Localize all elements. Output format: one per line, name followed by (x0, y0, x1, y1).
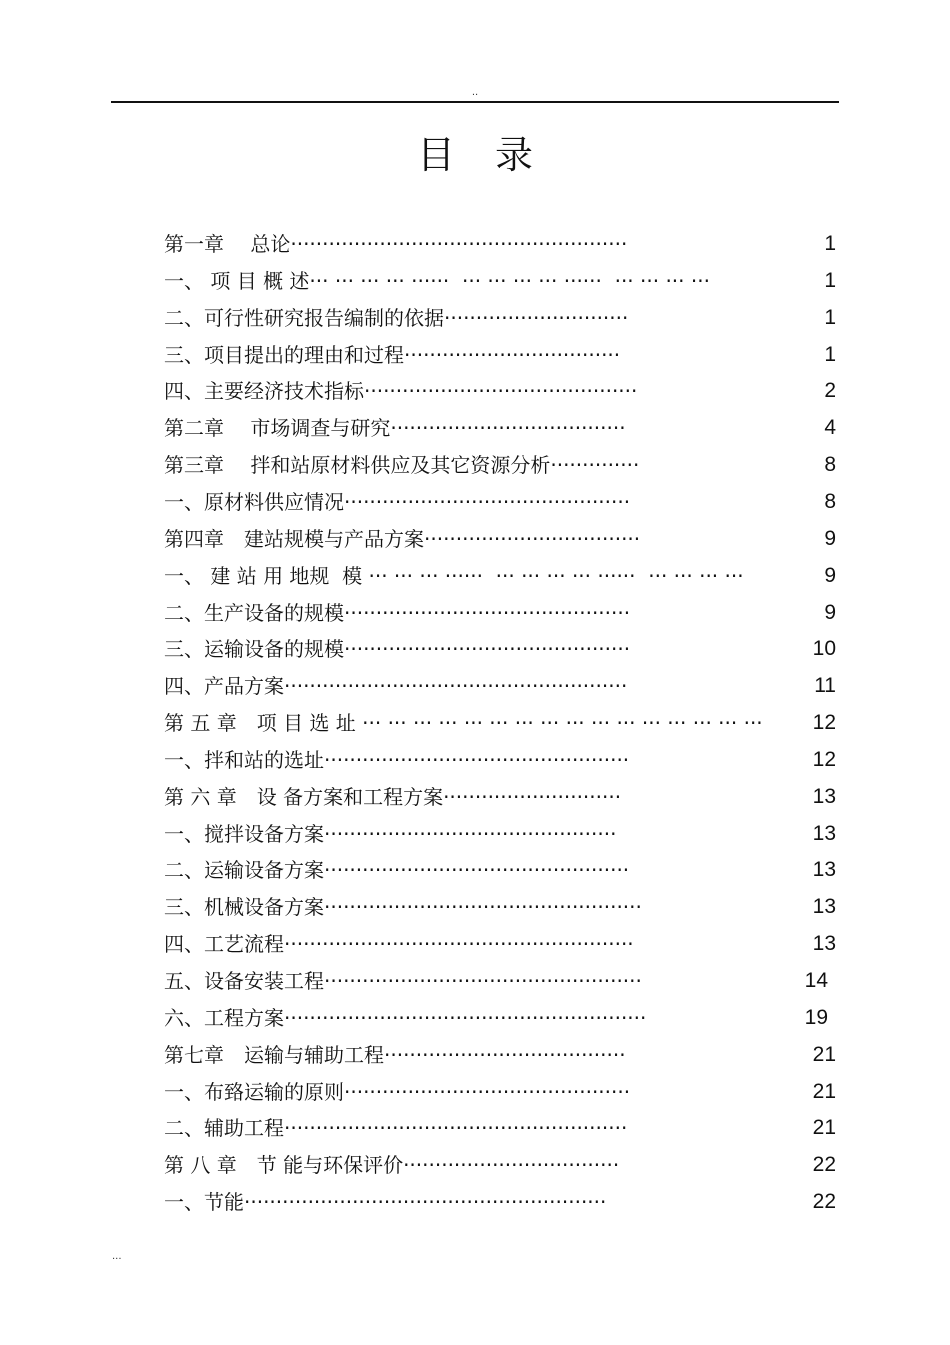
toc-entry-page-number: 1 (824, 268, 836, 292)
toc-entry-page-number: 13 (812, 821, 836, 845)
toc-entry[interactable] (164, 1113, 844, 1143)
toc-entry-page-number: 1 (824, 305, 836, 329)
toc-entry-page-number: 2 (824, 379, 836, 403)
toc-entry[interactable] (164, 487, 844, 517)
toc-entry-page-number: 19 (804, 1005, 828, 1029)
toc-entry[interactable] (164, 229, 844, 259)
toc-entry-title: 四、产品方案······················································ (164, 674, 628, 699)
toc-entry[interactable] (164, 450, 844, 480)
toc-entry-page-number: 22 (812, 1190, 836, 1214)
toc-entry-title: 第三章 拌和站原材料供应及其它资源分析·············· (164, 453, 640, 478)
toc-entry-title: 第一章 总论····················································· (164, 232, 628, 256)
toc-entry-title: 五、设备安装工程·················································· (164, 969, 642, 993)
toc-entry-page-number: 4 (824, 416, 836, 440)
toc-entry[interactable] (164, 782, 844, 812)
toc-entry[interactable] (164, 745, 844, 775)
toc-entry[interactable] (164, 413, 844, 443)
toc-entry-title: 六、工程方案························································· (164, 1005, 647, 1030)
toc-entry-title: 四、工艺流程······················································· (164, 932, 634, 957)
toc-entry-title: 二、生产设备的规模············································· (164, 600, 631, 625)
toc-entry-page-number: 12 (812, 711, 836, 735)
toc-entry[interactable] (164, 1187, 844, 1217)
toc-entry-page-number: 9 (824, 600, 836, 624)
toc-entry[interactable] (164, 855, 844, 885)
toc-entry-title: 二、运输设备方案················································ (164, 858, 630, 883)
toc-entry-title: 第四章 建站规模与产品方案·································· (164, 526, 641, 551)
toc-entry-page-number: 14 (804, 969, 828, 992)
toc-entry-title: 第 六 章 设 备方案和工程方案···························· (164, 784, 622, 809)
toc-entry[interactable] (164, 266, 844, 296)
toc-entry-title: 一、布臵运输的原则············································· (164, 1079, 631, 1104)
toc-entry-page-number: 22 (812, 1153, 836, 1177)
toc-entry[interactable] (164, 671, 844, 701)
toc-entry-page-number: 9 (824, 526, 836, 550)
toc-entry[interactable] (164, 634, 844, 664)
toc-entry[interactable] (164, 819, 844, 849)
toc-entry[interactable] (164, 929, 844, 959)
footer-mark: ... (112, 1251, 122, 1262)
toc-entry[interactable] (164, 1040, 844, 1070)
header-mark: .. (471, 87, 479, 98)
toc-entry-title: 一、 建 站 用 地规 模 ··· ··· ··· ······ ··· ··· ··· ··· ······ ··· ··· ··· ··· (164, 563, 744, 588)
toc-entry[interactable] (164, 1003, 844, 1033)
toc-entry-page-number: 13 (812, 784, 836, 808)
toc-entry[interactable] (164, 1150, 844, 1180)
toc-entry-title: 一、 项 目 概 述··· ··· ··· ··· ······ ··· ··· ··· ··· ······ ··· ··· ··· ··· (164, 268, 710, 293)
toc-entry-title: 三、运输设备的规模············································· (164, 637, 631, 662)
toc-entry[interactable] (164, 340, 844, 370)
toc-entry-title: 四、主要经济技术指标··········································· (164, 379, 638, 404)
toc-entry-page-number: 12 (812, 747, 836, 771)
toc-entry-page-number: 9 (824, 563, 836, 587)
toc-entry-title: 第二章 市场调查与研究····································· (164, 416, 626, 441)
toc-entry-title: 第 八 章 节 能与环保评价·································· (164, 1153, 620, 1178)
toc-entry-title: 一、搅拌设备方案·············································· (164, 821, 617, 846)
toc-entry-page-number: 1 (824, 232, 836, 255)
toc-entry-page-number: 21 (812, 1079, 836, 1103)
toc-entry-title: 二、辅助工程······················································ (164, 1116, 628, 1141)
toc-entry-title: 第七章 运输与辅助工程······································ (164, 1042, 626, 1067)
toc-entry-title: 一、拌和站的选址················································ (164, 747, 630, 772)
toc-entry-page-number: 11 (814, 674, 836, 698)
toc-entry[interactable] (164, 966, 844, 996)
toc-entry-page-number: 10 (812, 637, 836, 661)
toc-entry-title: 三、项目提出的理由和过程·································· (164, 342, 621, 367)
toc-entry-page-number: 13 (812, 895, 836, 919)
toc-entry-title: 三、机械设备方案·················································· (164, 895, 642, 920)
toc-entry-title: 二、可行性研究报告编制的依据····························· (164, 305, 629, 330)
toc-entry[interactable] (164, 376, 844, 406)
toc-entry[interactable] (164, 303, 844, 333)
toc-entry-title: 第 五 章 项 目 选 址 ··· ··· ··· ··· ··· ··· ··· ··· ··· ··· ··· ··· ··· ··· ··· ··· (164, 711, 763, 736)
toc-entry-page-number: 21 (812, 1042, 836, 1066)
toc-entry-page-number: 1 (824, 342, 836, 366)
toc-entry[interactable] (164, 598, 844, 628)
toc-entry[interactable] (164, 561, 844, 591)
toc-entry-page-number: 13 (812, 858, 836, 882)
toc-entry-page-number: 8 (824, 453, 836, 477)
toc-entry-title: 一、节能························································· (164, 1190, 607, 1215)
toc-entry-title: 一、原材料供应情况············································· (164, 489, 631, 514)
toc-entry-page-number: 8 (824, 489, 836, 513)
toc-entry[interactable] (164, 1077, 844, 1107)
toc-entry[interactable] (164, 892, 844, 922)
toc-entry[interactable] (164, 708, 844, 738)
page-title: 目录 (416, 133, 573, 177)
toc-entry-page-number: 13 (812, 932, 836, 956)
toc-entry-page-number: 21 (812, 1116, 836, 1140)
toc-entry[interactable] (164, 524, 844, 554)
